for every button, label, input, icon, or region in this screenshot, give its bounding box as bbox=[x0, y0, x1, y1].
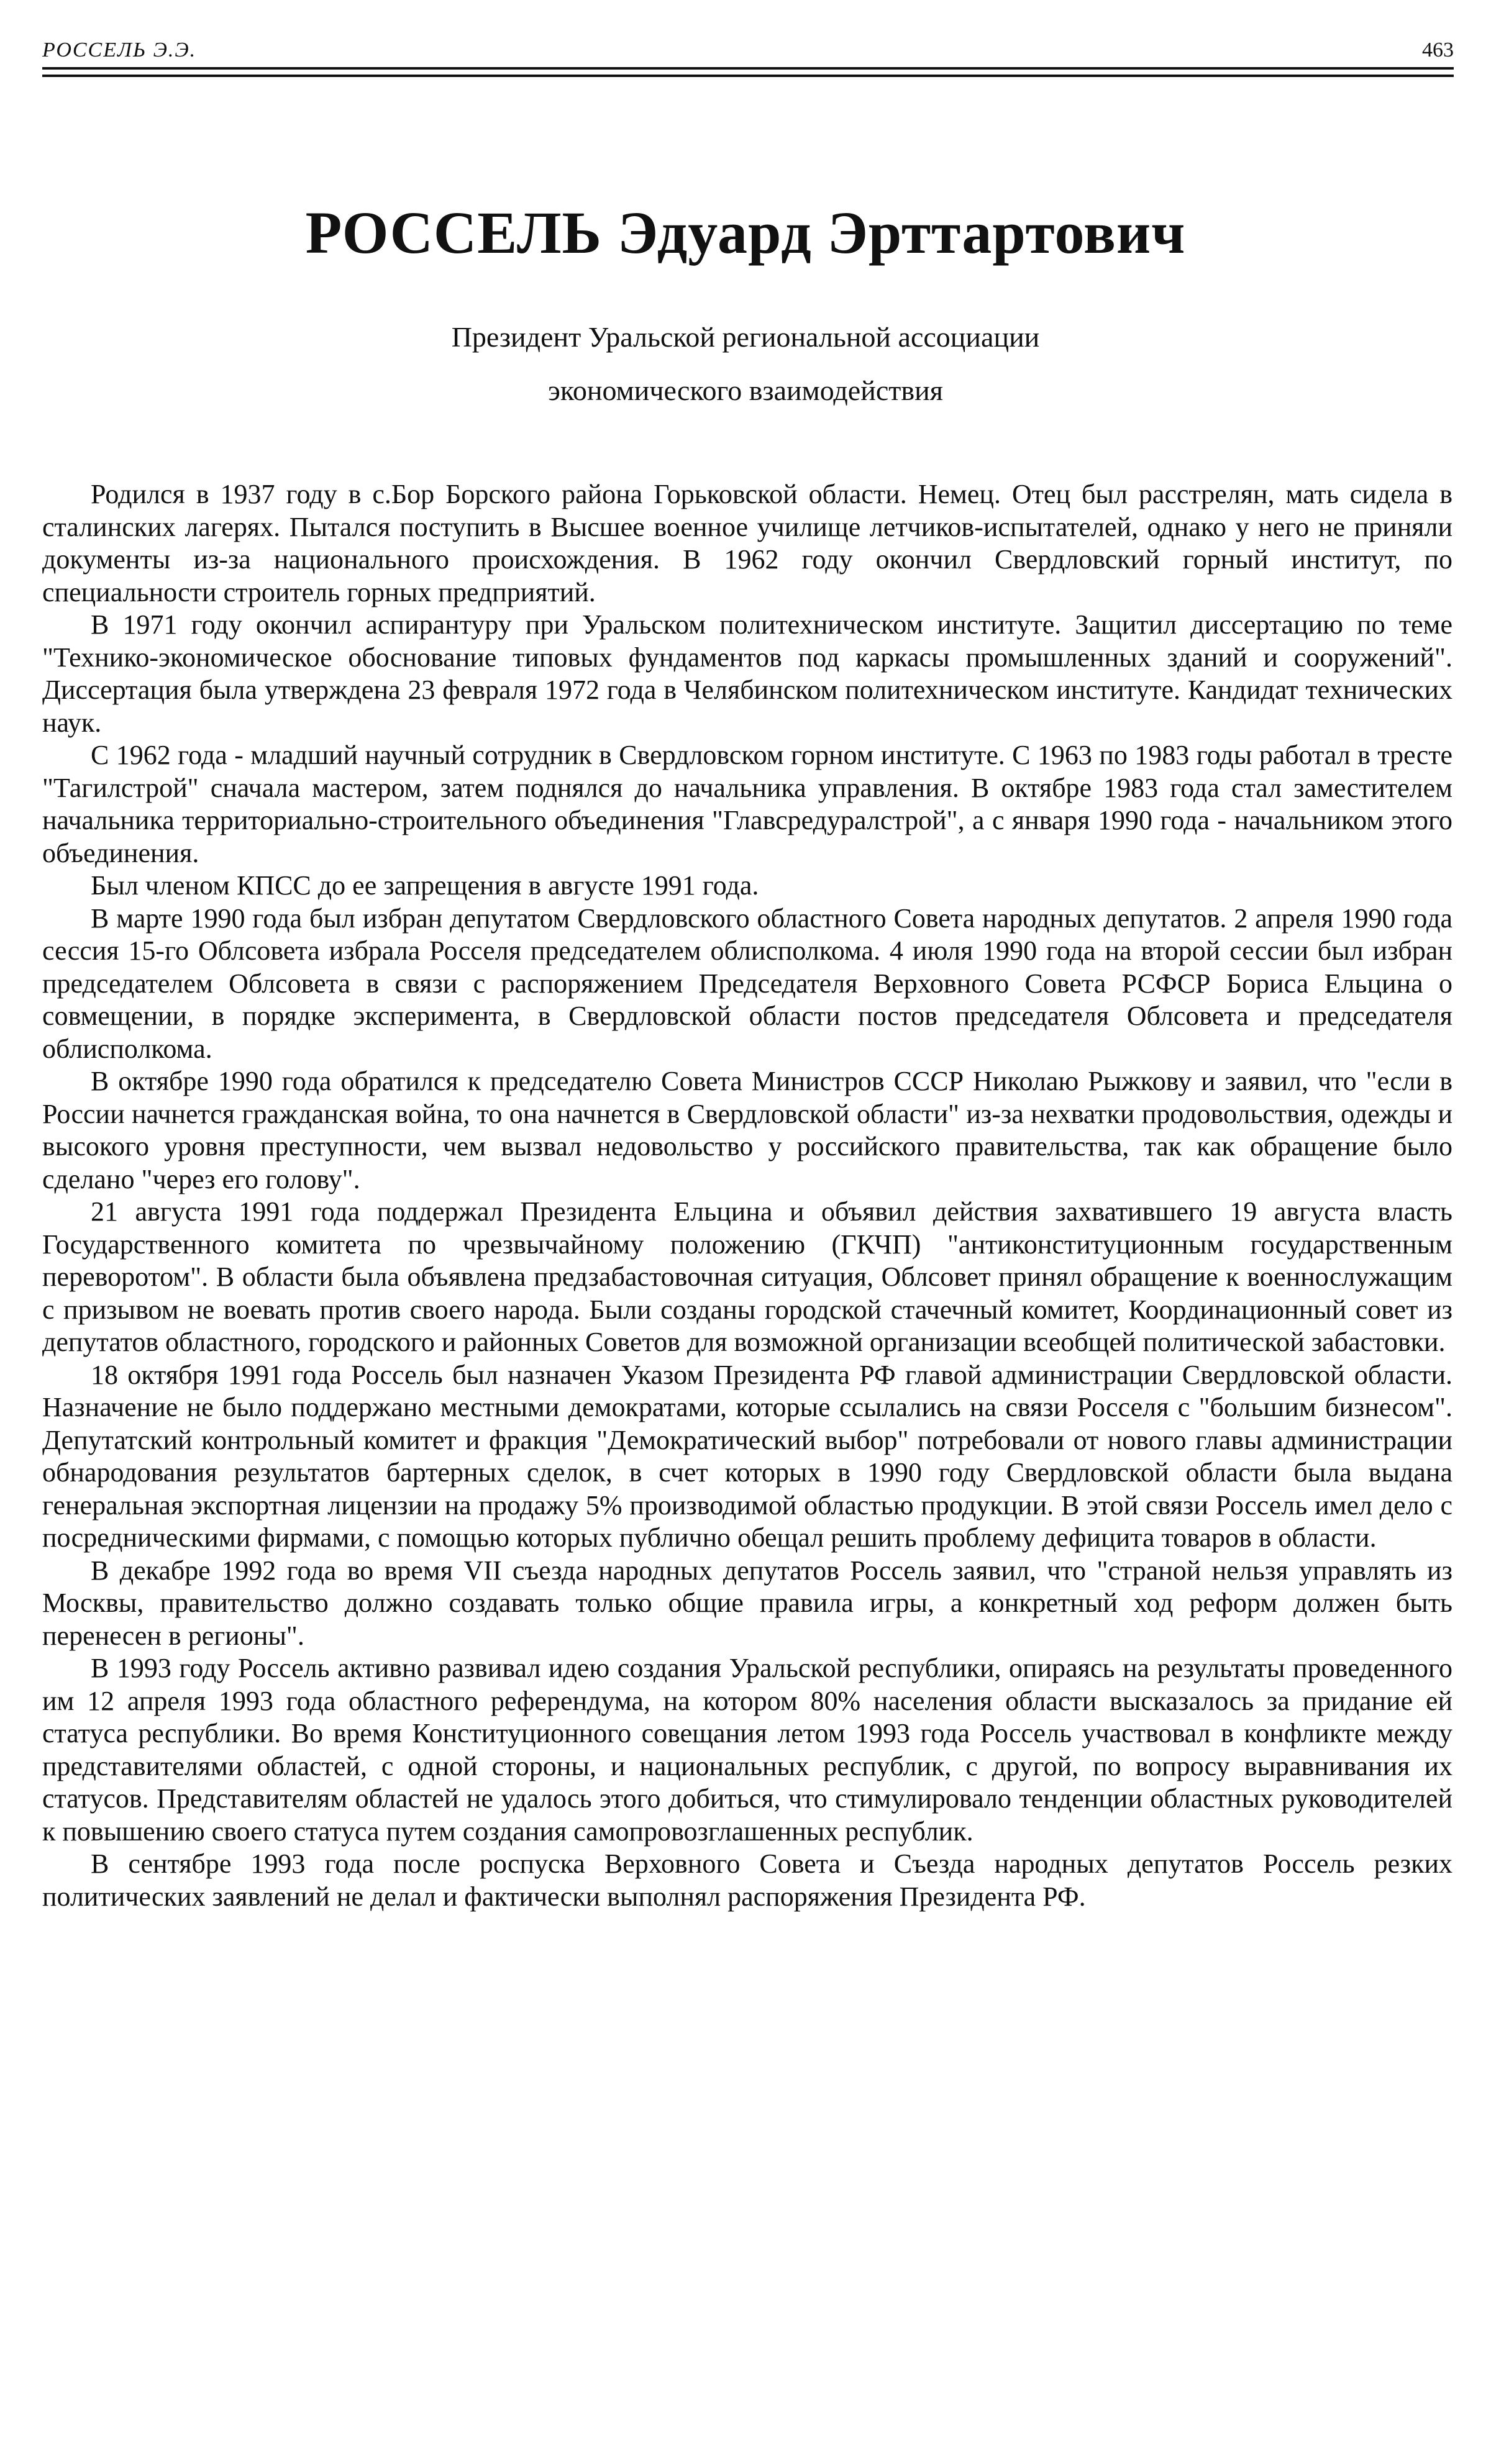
paragraph-1990-elections: В марте 1990 года был избран депутатом Свердловского областного Совета народных депутатов. 2 апреля 1990 года сессия 15-го Облсовета избрала Росселя председателем облисполкома. 4 июля 1990 года на второй сессии был избран председателем Облсовета в связи с распоряжением Председателя Верховного Совета РСФСР Бориса Ельцина о совмещении, в порядке эксперимента, в Свердловской области постов председателя Облсовета и председателя облисполкома. bbox=[42, 902, 1452, 1064]
paragraph-career: С 1962 года - младший научный сотрудник в Свердловском горном институте. С 1963 по 1983 годы работал в тресте "Тагилстрой" сначала мастером, затем поднялся до начальника управления. В октябре 1983 года стал заместителем начальника территориально-строительного объединения "Главсредуралстрой", а с января 1990 года - начальником этого объединения. bbox=[42, 740, 1452, 868]
paragraph-cpsu: Был членом КПСС до ее запрещения в августе 1991 года. bbox=[91, 870, 759, 901]
paragraph-december-1992: В декабре 1992 года во время VII съезда народных депутатов Россель заявил, что "страной нельзя управлять из Москвы, правительство должно создавать только общие правила игры, а конкретный ход реформ должен быть перенесен в регионы". bbox=[42, 1555, 1452, 1651]
paragraph-ryzhkov-appeal: В октябре 1990 года обратился к председателю Совета Министров СССР Николаю Рыжкову и заявил, что "если в России начнется гражданская война, то она начнется в Свердловской области" из-за нехватки продовольствия, одежды и высокого уровня преступности, чем вызвал недовольство у российского правительства, так как обращение было сделано "через его голову". bbox=[42, 1066, 1452, 1194]
article-title: РОССЕЛЬ Эдуард Эрттартович bbox=[305, 199, 1186, 266]
subtitle-line-1: Президент Уральской региональной ассоциации bbox=[451, 321, 1040, 353]
subtitle-line-2: экономического взаимодействия bbox=[548, 375, 943, 406]
header-rule-bottom bbox=[42, 75, 1454, 77]
paragraph-dissertation: В 1971 году окончил аспирантуру при Уральском политехническом институте. Защитил диссертацию по теме "Технико-экономическое обоснование типовых фундаментов под каркасы промышленных зданий и сооружений". Диссертация была утверждена 23 февраля 1972 года в Челябинском политехническом институте. Кандидат технических наук. bbox=[42, 609, 1452, 738]
article-body bbox=[42, 478, 1452, 1913]
running-title: РОССЕЛЬ Э.Э. bbox=[42, 39, 197, 61]
page-number: 463 bbox=[1422, 39, 1454, 61]
article-subtitle bbox=[0, 311, 1491, 417]
header-rule-top bbox=[42, 67, 1454, 70]
paragraph-september-1993: В сентябре 1993 года после роспуска Верховного Совета и Съезда народных депутатов Россель резких политических заявлений не делал и фактически выполнял распоряжения Президента РФ. bbox=[42, 1848, 1452, 1912]
paragraph-ural-republic: В 1993 году Россель активно развивал идею создания Уральской республики, опираясь на результаты проведенного им 12 апреля 1993 года областного референдума, на котором 80% населения области высказалось за придание ей статуса республики. Во время Конституционного совещания летом 1993 года Россель участвовал в конфликте между представителями областей, с одной стороны, и национальных республик, с другой, по вопросу выравнивания их статусов. Представителям областей не удалось этого добиться, что стимулировало тенденции областных руководителей к повышению своего статуса путем создания самопровозглашенных республик. bbox=[42, 1653, 1452, 1847]
paragraph-birth: Родился в 1937 году в с.Бор Борского района Горьковской области. Немец. Отец был расстрелян, мать сидела в сталинских лагерях. Пытался поступить в Высшее военное училище летчиков-испытателей, однако у него не приняли документы из-за национального происхождения. В 1962 году окончил Свердловский горный институт, по специальности строитель горных предприятий. bbox=[42, 479, 1452, 607]
running-header bbox=[42, 25, 1454, 62]
paragraph-august-1991: 21 августа 1991 года поддержал Президента Ельцина и объявил действия захватившего 19 августа власть Государственного комитета по чрезвычайному положению (ГКЧП) "антиконституционным государственным переворотом". В области была объявлена предзабастовочная ситуация, Облсовет принял обращение к военнослужащим с призывом не воевать против своего народа. Были созданы городской стачечный комитет, Координационный совет из депутатов областного, городского и районных Советов для возможной организации всеобщей политической забастовки. bbox=[42, 1196, 1452, 1357]
paragraph-governor-appointment: 18 октября 1991 года Россель был назначен Указом Президента РФ главой администрации Свердловской области. Назначение не было поддержано местными демократами, которые ссылались на связи Росселя с "большим бизнесом". Депутатский контрольный комитет и фракция "Демократический выбор" потребовали от нового главы администрации обнародования результатов бартерных сделок, в счет которых в 1990 году Свердловской области была выдана генеральная экспортная лицензии на продажу 5% производимой областью продукции. В этой связи Россель имел дело с посредническими фирмами, с помощью которых публично обещал решить проблему дефицита товаров в области. bbox=[42, 1359, 1452, 1553]
